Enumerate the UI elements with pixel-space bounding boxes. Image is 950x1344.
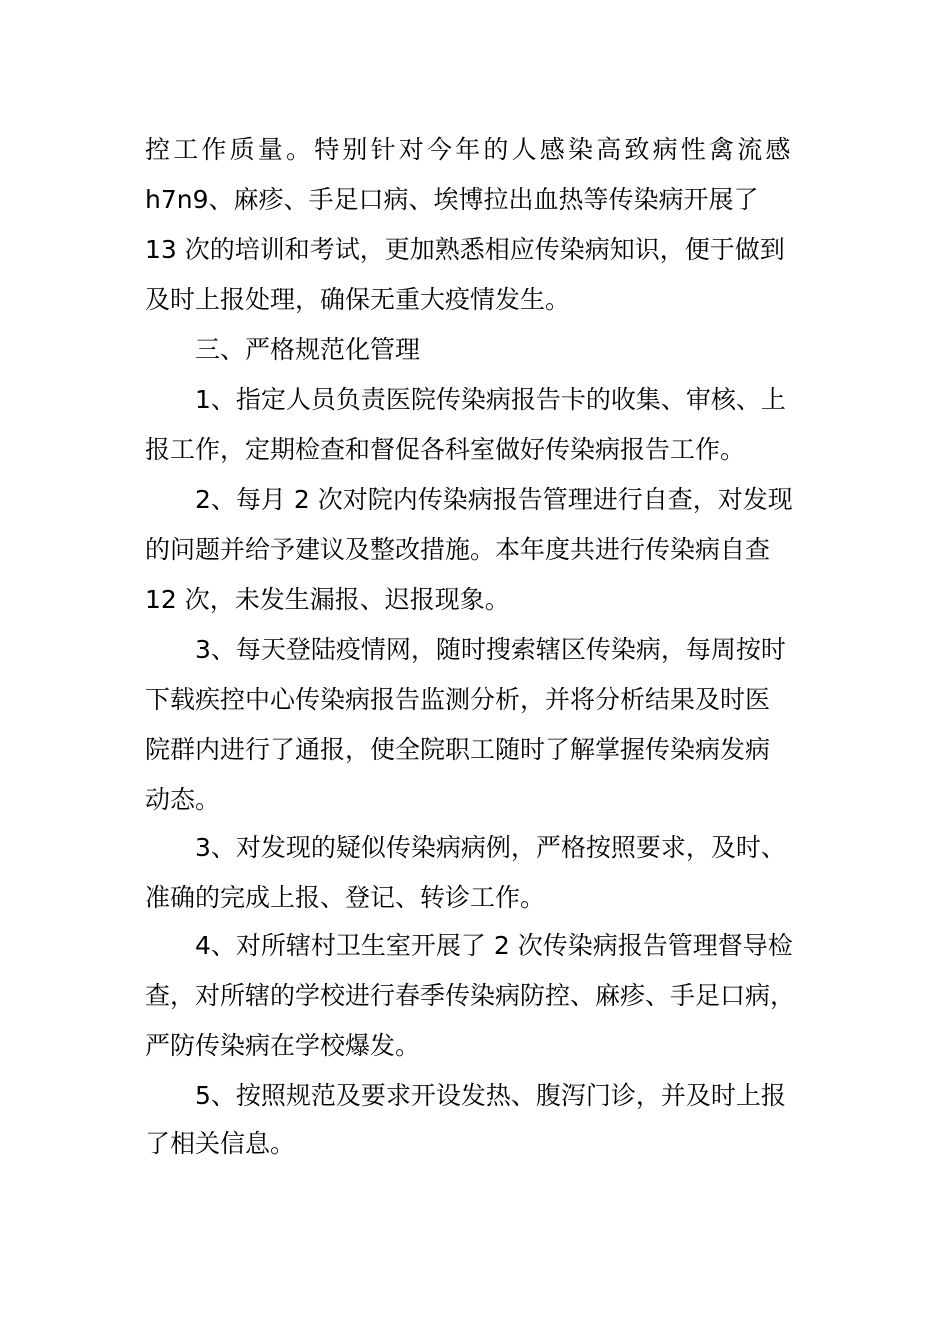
- text-line: 控工作质量。特别针对今年的人感染高致病性禽流感: [145, 135, 794, 164]
- text-line: 了相关信息。: [145, 1129, 296, 1158]
- text-line: 下载疾控中心传染病报告监测分析，并将分析结果及时医: [145, 685, 771, 714]
- text-line: 严防传染病在学校爆发。: [145, 1031, 421, 1060]
- text-line: 2、每月 2 次对院内传染病报告管理进行自查，对发现: [195, 485, 793, 514]
- text-line: 13 次的培训和考试，更加熟悉相应传染病知识，便于做到: [145, 235, 785, 264]
- text-line: 报工作，定期检查和督促各科室做好传染病报告工作。: [145, 435, 746, 464]
- text-line: 3、每天登陆疫情网，随时搜索辖区传染病，每周按时: [195, 635, 786, 664]
- text-line: 查，对所辖的学校进行春季传染病防控、麻疹、手足口病，: [145, 981, 796, 1010]
- text-line: 1、指定人员负责医院传染病报告卡的收集、审核、上: [195, 385, 786, 414]
- text-line: 5、按照规范及要求开设发热、腹泻门诊，并及时上报: [195, 1081, 786, 1110]
- text-line: 动态。: [145, 785, 221, 814]
- text-line: 及时上报处理，确保无重大疫情发生。: [145, 285, 571, 314]
- text-line: 12 次，未发生漏报、迟报现象。: [145, 585, 510, 614]
- text-line: 院群内进行了通报，使全院职工随时了解掌握传染病发病: [145, 735, 771, 764]
- text-line: 准确的完成上报、登记、转诊工作。: [145, 883, 546, 912]
- text-line: h7n9、麻疹、手足口病、埃博拉出血热等传染病开展了: [145, 185, 759, 214]
- text-line: 4、对所辖村卫生室开展了 2 次传染病报告管理督导检: [195, 931, 793, 960]
- text-line: 3、对发现的疑似传染病病例，严格按照要求，及时、: [195, 833, 786, 862]
- text-line: 的问题并给予建议及整改措施。本年度共进行传染病自查: [145, 535, 771, 564]
- section-heading: 三、严格规范化管理: [195, 335, 421, 364]
